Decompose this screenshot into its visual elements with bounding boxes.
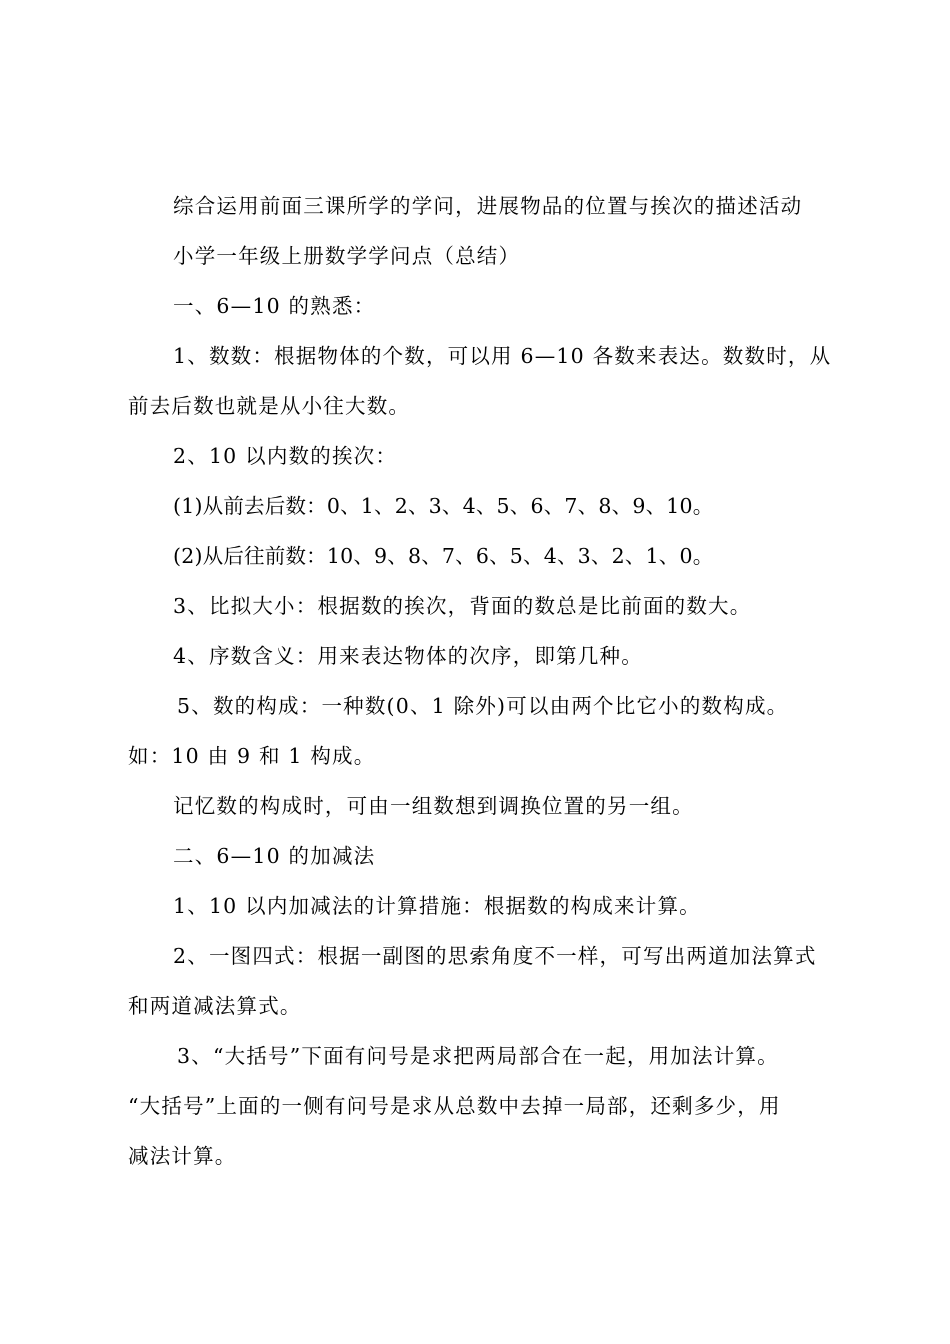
section-heading: 一、6—10 的熟悉： [173,294,376,318]
paragraph-line: “大括号”上面的一侧有问号是求从总数中去掉一局部，还剩多少，用 [128,1094,781,1118]
paragraph-line: 记忆数的构成时，可由一组数想到调换位置的另一组。 [173,794,694,818]
paragraph-line: 1、数数：根据物体的个数，可以用 6—10 各数来表达。数数时，从 [173,344,832,368]
paragraph-line: 3、比拟大小：根据数的挨次，背面的数总是比前面的数大。 [173,594,752,618]
paragraph-line: 4、序数含义：用来表达物体的次序，即第几种。 [173,644,643,668]
paragraph-line: 减法计算。 [128,1144,237,1168]
paragraph-line: 2、一图四式：根据一副图的思索角度不一样，可写出两道加法算式 [173,944,817,968]
paragraph-line: (2)从后往前数：10、9、8、7、6、5、4、3、2、1、0。 [173,544,714,568]
paragraph-line: 和两道减法算式。 [128,994,302,1018]
paragraph-line: 前去后数也就是从小往大数。 [128,394,411,418]
paragraph-line: (1)从前去后数：0、1、2、3、4、5、6、7、8、9、10。 [173,494,714,518]
section-heading: 二、6—10 的加减法 [173,844,376,868]
paragraph-line: 5、数的构成：一种数(0、1 除外)可以由两个比它小的数构成。 [177,694,789,718]
section-title: 小学一年级上册数学学问点（总结） [173,244,521,268]
paragraph-line: 1、10 以内加减法的计算措施：根据数的构成来计算。 [173,894,701,918]
paragraph-line: 2、10 以内数的挨次： [173,444,398,468]
paragraph-line: 如：10 由 9 和 1 构成。 [128,744,376,768]
paragraph-line: 综合运用前面三课所学的学问，进展物品的位置与挨次的描述活动 [173,194,803,218]
paragraph-line: 3、“大括号”下面有问号是求把两局部合在一起，用加法计算。 [177,1044,779,1068]
